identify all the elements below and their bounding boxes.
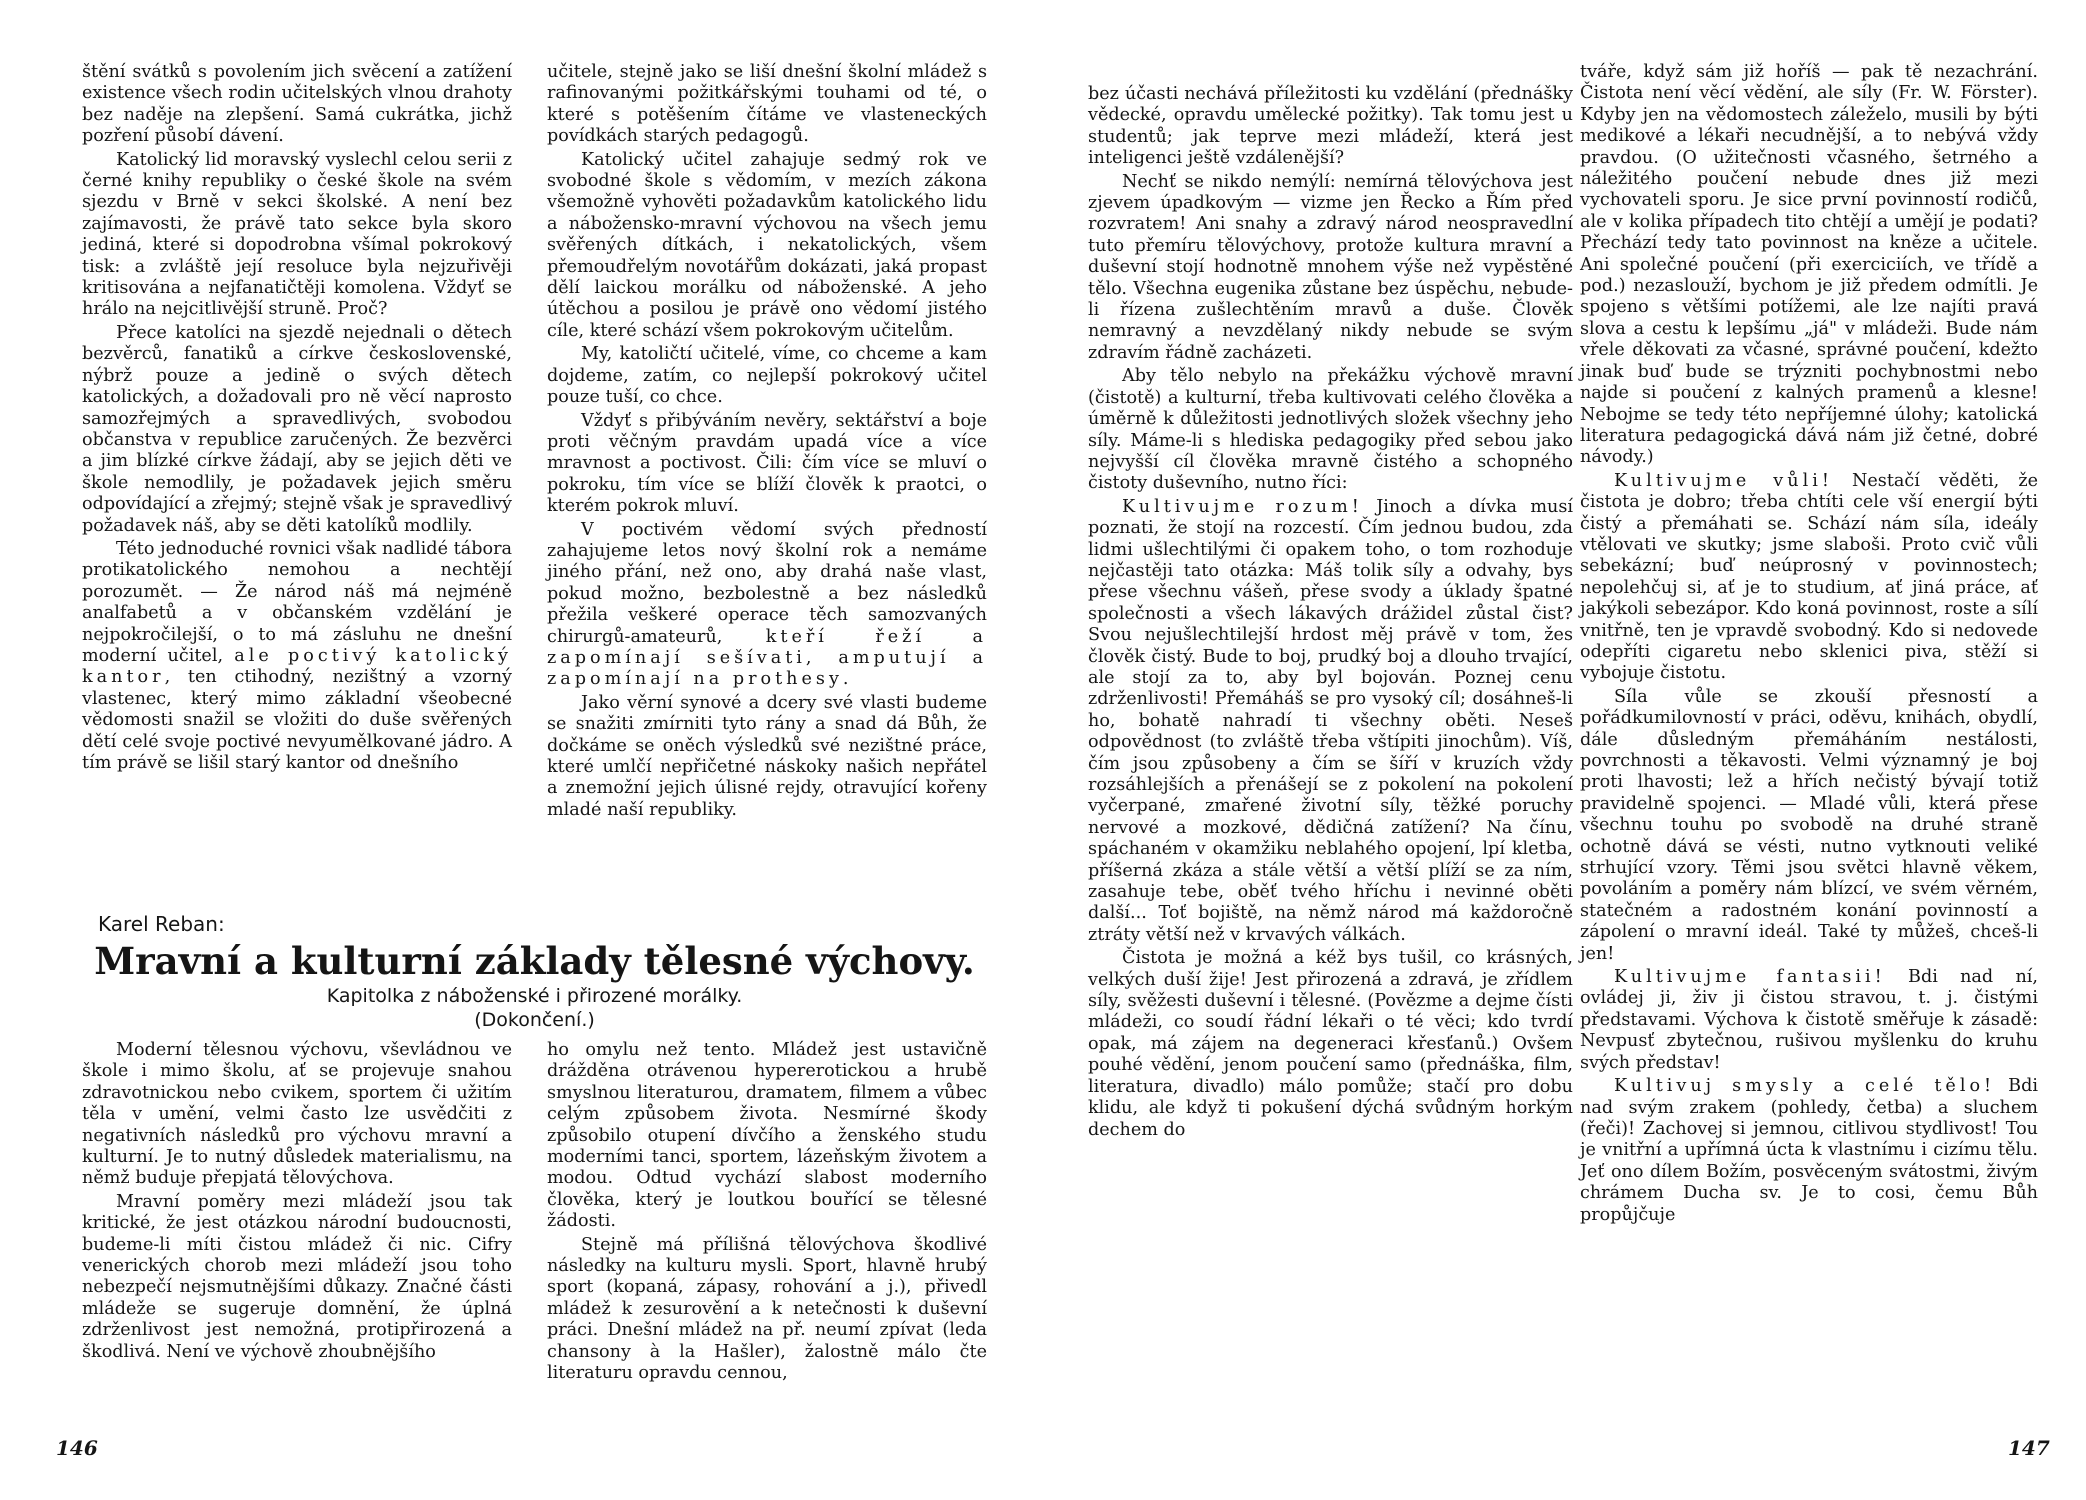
- paragraph-text: Bdi nad svým zrakem (pohledy, četba) a sluchem (řeči)! Zachovej si jemnou, citlivou stydlivost! Tou je vnitřní a upřímná úcta k vlastnímu i cizímu tělu. Jeť ono dílem Božím, posvěceným svátostmi, živým chrámem Ducha sv. Je to cosi, čemu Bůh propůjčuje: [1580, 1076, 2038, 1225]
- right-column-1: [1088, 84, 1573, 1141]
- paragraph: Jako věrní synové a dcery své vlasti budeme se snažiti zmírniti tyto rány a snad dá Bůh, že dočkáme se oněch výsledků své nezištné práce, které umlčí nepřičetné náskoky našich nepřátel a znemožní jejich úlisné rejdy, otravující kořeny mladé naší republiky.: [547, 692, 987, 820]
- paragraph-text: Jinoch a dívka musí poznati, že stojí na rozcestí. Čím jednou budou, zda lidmi ušlechtilými či opakem toho, o tom rozhoduje nejčastěji tato otázka: Máš tolik síly a odvahy, bys přese všechnu vášeň, přese svody a úklady špatné společnosti a všech lákavých drážidel zůstal čist? Svou nejušlechtilejší hrdost měj právě v tom, žes člověk čistý. Bude to boj, prudký boj a dlouho trvající, ale stojí za to, aby byl bojován. Poznej cenu zdrženlivosti! Přemáháš se pro vysoký cíl; dosáhneš-li ho, bohatě nahradí ti všechny oběti. Neseš odpovědnost (to zvláště třeba vštípiti jinochům). Víš, čím jsou způsobeny a čím se šíří v kruzích vždy rozsáhlejších a přenášejí se z pokolení na pokolení vyčerpané, zmařené životní síly, těžké poruchy nervové a mozkové, dědičná zatížení? Na čínu, spáchaném v okamžiku neblahého opojení, lpí kletba, příšerná zkáza a stále větší a větší plíží se za ním, zasahuje tebe, oběť tvého hříchu i nevinné oběti další... Toť bojiště, na němž národ má každoročně ztráty větší než v krvavých válkách.: [1088, 496, 1573, 945]
- paragraph: Mravní poměry mezi mládeží jsou tak kritické, že jest otázkou národní budoucnosti, budeme-li míti čistou mládež či nic. Cifry venerických chorob mezi mládeží jsou toho nebezpečí nejsmutnějšími důkazy. Značné části mládeže se sugeruje domnění, že úplná zdrženlivost jest nemožná, protipřirozená a škodlivá. Není ve výchově zhoubnějšího: [82, 1191, 512, 1362]
- spaced-emphasis: Kultivujme rozum!: [1122, 496, 1363, 517]
- article-continued-note: (Dokončení.): [474, 1009, 595, 1031]
- left-column-top-1: [82, 62, 512, 774]
- paragraph: [1580, 967, 2038, 1074]
- page-number: 147: [2008, 1436, 2050, 1460]
- paragraph: [82, 539, 512, 774]
- paragraph: Čistota je možná a kéž bys tušil, co krásných, velkých duší žije! Jest přirozená a zdravá, je zřídlem síly, svěžesti duševní i tělesné. (Povězme a dejme čísti mládeži, co soudí řádní lékaři o té věci; kdo tvrdí opak, má zájem na degeneraci křesťanů.) Ovšem pouhé vědění, jenom poučení samo (přednáška, film, literatura, divadlo) málo pomůže; stačí pro dobu klidu, ale když ti pokušení dýchá svůdným horkým dechem do: [1088, 948, 1573, 1140]
- paragraph: bez účasti nechává příležitosti ku vzdělání (přednášky vědecké, opravdu umělecké požitky). Tak tomu jest u studentů; jak teprve mezi mládeží, která jest inteligenci ještě vzdálenější?: [1088, 84, 1573, 169]
- paragraph: [1580, 471, 2038, 685]
- spaced-emphasis: Kultivujme vůli!: [1614, 470, 1833, 491]
- right-page: [1043, 0, 2086, 1500]
- paragraph: Aby tělo nebylo na překážku výchově mravní (čistotě) a kulturní, třeba kultivovati celého člověka a úměrně k důležitosti jednotlivých složek všechny jeho síly. Máme-li s hlediska pedagogiky před sebou jako nejvyšší cíl člověka mravně čistého a schopného čistoty duševního, nutno říci:: [1088, 366, 1573, 494]
- paragraph: Stejně má přílišná tělovýchova škodlivé následky na kulturu mysli. Sport, hlavně hrubý sport (kopaná, zápasy, rohování a j.), přivedl mládež k zesurovění a k netečnosti k duševní práci. Dnešní mládež na př. neumí zpívat (leda chansony à la Hašler), žalostně málo čte literaturu opravdu cennou,: [547, 1234, 987, 1384]
- right-column-2: [1580, 62, 2038, 1226]
- left-column-bottom-1: [82, 1040, 512, 1363]
- paragraph: ho omylu než tento. Mládež jest ustavičně drážděna otrávenou hypererotickou a hrubě smyslnou literaturou, dramatem, filmem a vůbec celým způsobem života. Nesmírné škody způsobilo otupení dívčího a ženského studu moderními tanci, sportem, lázeňským životem a modou. Odtud vychází slabost moderního člověka, který je loutkou bouřící se tělesné žádosti.: [547, 1040, 987, 1232]
- article-title: Mravní a kulturní základy tělesné výchovy.: [94, 939, 975, 983]
- paragraph: Katolický lid moravský vyslechl celou serii z černé knihy republiky o české škole na svém sjezdu v Brně v sekci školské. A není bez zajímavosti, že právě tato sekce byla skoro jediná, které si dopodrobna všímal pokrokový tisk: a zvláště její resoluce byla nejzuřivěji kritisována a nejfanatičtěji komolena. Vždyť se hrálo na nejcitlivější struně. Proč?: [82, 149, 512, 320]
- paragraph: [547, 520, 987, 691]
- page-number: 146: [56, 1436, 98, 1460]
- spaced-emphasis: Kultivuj smysly a celé tělo!: [1614, 1076, 1996, 1097]
- paragraph: [1088, 497, 1573, 947]
- paragraph: Moderní tělesnou výchovu, vševládnou ve škole i mimo školu, ať se projevuje snahou zdravotnickou nebo cvikem, sportem či užitím těla v umění, velmi často lze usvědčiti z negativních následků pro výchovu mravní a kulturní. Je to nutný důsledek materialismu, na němž buduje přepjatá tělovýchova.: [82, 1040, 512, 1189]
- spaced-emphasis: kteří řeží a zapomínají sešívati, amputují a zapomínají na prothesy: [547, 626, 988, 690]
- paragraph-text: Nestačí věděti, že čistota je dobro; třeba chtíti cele vší energií býti čistý a přemáhati se. Schází nám síla, ideály vtělovati ve skutky; jsme slaboši. Proto cvič vůli sebekázní; buď neúprosný v povinnostech; nepolehčuj si, ať je to studium, ať jiná práce, ať jakýkoli sebezápor. Kdo koná povinnost, roste a sílí vnitřně, ten je vpravdě svobodný. Kdo si nedovede odepříti cigaretu nebo sklenici piva, stěží si vybojuje čistotu.: [1580, 470, 2039, 684]
- left-column-bottom-2: [547, 1040, 987, 1385]
- paragraph-text: , ten ctihodný, nezištný a vzorný vlastenec, který mimo základní všeobecné vědomosti snažil se vložiti do duše svěřených dětí celé svoje poctivé nevyumělkované jádro. A tím právě se lišil starý kantor od dnešního: [82, 667, 512, 773]
- paragraph: [1580, 1076, 2038, 1226]
- paragraph-text: .: [842, 669, 849, 690]
- article-author: Karel Reban:: [98, 912, 225, 936]
- paragraph-text: Této jednoduché rovnici však nadlidé tábora protikatolického nemohou a nechtějí porozumět. — Že národ náš má nejméně analfabetů a v občanském vzdělání je nejpokročilejší, o to má zásluhu ne dnešní moderní učitel,: [82, 538, 512, 666]
- paragraph: My, katoličtí učitelé, víme, co chceme a kam dojdeme, zatím, co nejlepší pokrokový učitel pouze tuší, co chce.: [547, 344, 987, 408]
- paragraph-text: Bdi nad ní, ovládej ji, živ ji čistou stravou, t. j. čistými představami. Výchova k čistotě směřuje k zásadě: Nevpusť zbytečnou, rušivou myšlenku do kruhu svých představ!: [1580, 967, 2038, 1073]
- paragraph: Katolický učitel zahajuje sedmý rok ve svobodné škole s vědomím, v mezích zákona všemožně vyhověti požadavkům katolického lidu a nábožensko-mravní výchovou na všech jemu svěřených dítkách, i nekatolických, všem přemoudřelým novotářům dokázati, jaká propast dělí laickou morálku od náboženské. A jeho útěchou a posilou je právě ono vědomí jistého cíle, které schází všem pokrokovým učitelům.: [547, 149, 987, 341]
- paragraph: Přece katolíci na sjezdě nejednali o dětech bezvěrců, fanatiků a církve československé, nýbrž pouze a jedině o svých dětech katolických, a dožadovali pro ně věcí naprosto samozřejmých a spravedlivých, svobodou občanstva v republice zaručených. Že bezvěrci a jim blízké církve žádají, aby se jejich děti ve škole nemodlily, je požadavek jejich směru odpovídající a zřejmý; stejně však je spravedlivý požadavek náš, aby se děti katolíků modlily.: [82, 322, 512, 536]
- paragraph-text: V poctivém vědomí svých předností zahajujeme letos nový školní rok a nemáme jiného přání, než ono, aby drahá naše vlast, pokud možno, bezbolestně a bez následků přežila veškeré operace těch samozvaných chirurgů-amateurů,: [547, 519, 987, 647]
- spaced-emphasis: ale poctivý katolický kantor: [82, 645, 512, 688]
- paragraph: tváře, když sám již hoříš — pak tě nezachrání. Čistota není věcí vědění, ale síly (Fr. W. Förster). Kdyby jen na vědomostech záleželo, musili by býti medikové a lékaři necudnější, a to nebývá vždy pravdou. (O užitečnosti včasného, šetrného a náležitého poučení nebude dnes již mezi vychovateli sporu. Je sice první povinností rodičů, ale v kolika případech tito chtějí a umějí je podati? Přechází tedy tato povinnost na kněze a učitele. Ani společné poučení (při exerciciích, ve třídě a pod.) nezaslouží, bychom je již předem odmítli. Je spojeno s většími potížemi, ale lze najíti pravá slova a cestu k lepšímu „já" v mládeži. Bude nám vřele děkovati za včasné, správné poučení, kdežto jinak buď bude se trýzniti pochybnostmi nebo najde si poučení z kalných pramenů a klesne! Nebojme se tedy této nepříjemné úlohy; katolická literatura pedagogická dává nám již četné, dobré návody.): [1580, 62, 2038, 468]
- paragraph: Síla vůle se zkouší přesností a pořádkumilovností v práci, oděvu, knihách, obydlí, dále důsledným přemáháním nestálosti, povrchnosti a těkavosti. Velmi významný je boj proti lhavosti; lež a hřích nečistý bývají totiž pravidelně spojenci. — Mladé vůli, která přese všechnu touhu po svobodě na druhé straně ochotně dává se vésti, nutno vytknouti veliké strhující vzory. Těmi jsou světci hlavně věkem, povoláním a poměry nám blízcí, ve svém věrném, statečném a radostném konání povinností a zápolení o mravní ideál. Také ty můžeš, chceš-li jen!: [1580, 686, 2038, 964]
- paragraph: Vždyť s přibýváním nevěry, sektářství a boje proti věčným pravdám upadá více a více mravnost a poctivost. Čili: čím více se mluví o pokroku, tím více se blíží člověk k praotci, o kterém pokrok mluví.: [547, 410, 987, 517]
- left-column-top-2: [547, 62, 987, 821]
- article-subtitle: Kapitolka z náboženské i přirozené morálky.: [326, 985, 743, 1007]
- paragraph: učitele, stejně jako se liší dnešní školní mládež s rafinovanými požitkářskými touhami od té, o které s potěšením čítáme ve vlasteneckých povídkách starých pedagogů.: [547, 62, 987, 147]
- paragraph: Nechť se nikdo nemýlí: nemírná tělovýchova jest zjevem úpadkovým — vizme jen Řecko a Řím před rozvratem! Ani snahy a zdravý národ neospravedlní tuto přemíru tělovýchovy, protože kultura mravní a duševní stojí hodnotně mnohem výše než vypěstěné tělo. Všechna eugenika zůstane bez úspěchu, nebude-li řízena zušlechtěním mravů a duše. Člověk nemravný a nevzdělaný nikdy nebude se svým zdravím řádně zacházeti.: [1088, 171, 1573, 363]
- paragraph: štění svátků s povolením jich svěcení a zatížení existence všech rodin učitelských vlnou drahoty bez naděje na zlepšení. Samá cukrátka, jichž pozření působí dávení.: [82, 62, 512, 147]
- spaced-emphasis: Kultivujme fantasii!: [1614, 967, 1886, 988]
